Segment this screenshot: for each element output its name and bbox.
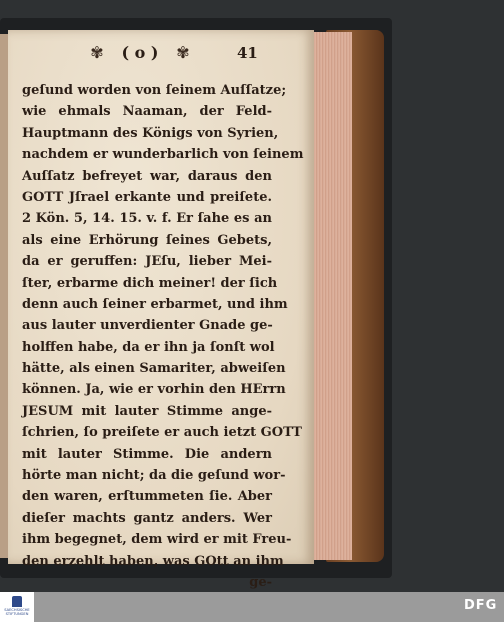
library-logo[interactable] [0, 592, 34, 622]
text-line: hätte, als einen Samariter, abweiſen [22, 361, 286, 377]
text-line: ihm begegnet, dem wird er mit Freu- [22, 532, 292, 548]
catchword: ge- [249, 574, 272, 590]
flower-ornament-icon: ✾ [176, 43, 190, 62]
text-line: als eine Erhörung ſeines Gebets, [22, 232, 272, 248]
text-line: aus lauter unverdienter Gnade ge- [22, 318, 273, 334]
page-number: 41 [237, 44, 258, 62]
text-line: 2 Kön. 5, 14. 15. v. f. Er ſahe es an [22, 211, 272, 227]
library-logo-icon [12, 596, 22, 607]
text-line: geſund worden von ſeinem Auſſatze; [22, 83, 287, 98]
text-line: ſchrien, ſo preiſete er auch ietzt GOTT [22, 425, 302, 441]
text-line: nachdem er wunderbarlich von ſeinem [22, 147, 304, 163]
text-line: können. Ja, wie er vorhin den HErrn [22, 382, 286, 398]
text-line: holffen habe, da er ihn ja ſonſt wol [22, 339, 275, 355]
library-logo-text: SAECHSISCHE STIFTUNGEN [4, 608, 30, 616]
text-line: mit lauter Stimme. Die andern [22, 446, 272, 462]
text-line: wie ehmals Naaman, der Feld- [22, 104, 272, 120]
text-line: Auſſatz befreyet war, daraus den [22, 168, 272, 184]
page-text [22, 80, 304, 593]
text-line: den waren, erſtummeten ſie. Aber [22, 489, 272, 505]
text-line: dieſer machts gantz anders. Wer [22, 510, 272, 526]
page-edges [312, 32, 352, 560]
page-left-edge [0, 34, 8, 558]
flower-ornament-icon: ✾ [90, 43, 104, 62]
text-line: ſter, erbarme dich meiner! der ſich [22, 275, 278, 291]
book-page [8, 30, 314, 590]
text-line: hörte man nicht; da die geſund wor- [22, 468, 286, 484]
signature-mark: ( o ) [121, 43, 159, 62]
text-line: den erzehlt haben, was GOtt an ihm [22, 553, 284, 569]
dfg-logo[interactable]: DFG [464, 598, 498, 613]
viewer-footer-bar [0, 592, 504, 622]
text-line: JESUM mit lauter Stimme ange- [22, 403, 272, 419]
text-line: Hauptmann des Königs von Syrien, [22, 125, 279, 141]
text-line: denn auch ſeiner erbarmet, und ihm [22, 296, 288, 312]
text-line: da er geruffen: JEſu, lieber Mei- [22, 254, 272, 270]
text-line: GOTT Jſrael erkante und preiſete. [22, 189, 272, 205]
page-header [8, 44, 314, 66]
